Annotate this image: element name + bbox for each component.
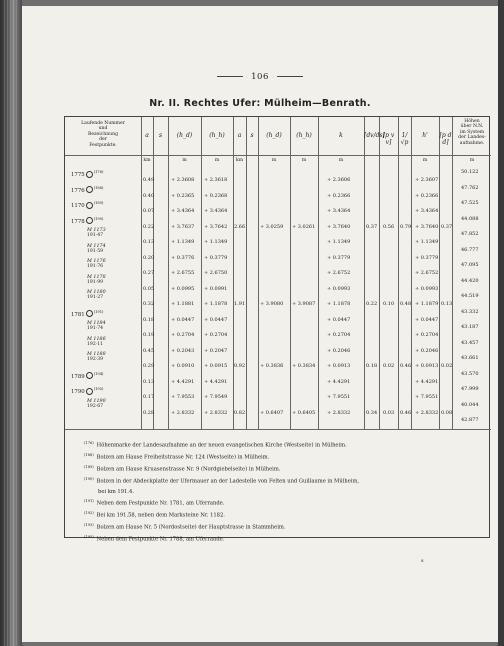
header-divider [65, 155, 491, 156]
cell-hh: + 3.4364 [204, 208, 228, 214]
cell-hh: + 2.6750 [204, 270, 228, 276]
point-label: M 1176 191·76 [87, 259, 106, 269]
group-pvv: 0.56 [383, 223, 395, 230]
cell-k: + 3.4364 [327, 208, 351, 214]
group-hd: + 0.3836 [260, 363, 284, 369]
footnote [84, 463, 484, 475]
point-label: 1776 · $^{(188)}$ [71, 185, 104, 194]
cell-hh: + 0.0915 [204, 363, 228, 369]
column-divider [258, 117, 259, 429]
column-divider [398, 117, 399, 429]
group-pdd: 0.13 [441, 301, 453, 307]
unit-h: m [422, 158, 428, 163]
group-pdd: 0.37 [441, 223, 453, 230]
cell-k: + 2.6752 [327, 270, 351, 276]
unit-last: m [469, 158, 475, 163]
column-divider [246, 117, 247, 429]
cell-hd: + 0.2365 [171, 192, 195, 199]
header-hd2: (h_d) [266, 132, 282, 139]
group-pvv: 0.10 [383, 301, 395, 307]
group-pdd: 0.08 [441, 409, 453, 416]
cell-a: 0.29 [143, 363, 155, 369]
cell-h: + 2.3607 [415, 177, 439, 183]
benchmark-circle-icon: · [86, 310, 93, 317]
group-dv: 0.37 [366, 223, 378, 230]
cell-a: 0.45 [143, 347, 155, 354]
cell-height: 43.457 [461, 339, 479, 346]
cell-a: 0.27 [143, 270, 155, 276]
footnote-number: (195) [84, 535, 94, 540]
cell-a: 0.40 [143, 192, 155, 199]
cell-hd: + 0.0910 [171, 363, 195, 369]
footnote [84, 475, 484, 487]
footnote-text: Bolzen in der Abdeckplatte der Ufermauer an der Ladestelle von Felten und Guillaume in Mülheim, [96, 479, 360, 486]
unit-hh2: m [301, 158, 307, 163]
group-pvv: 0.03 [383, 409, 395, 416]
header-hh2: (h_h) [296, 132, 312, 139]
cell-height: 47.852 [461, 231, 479, 237]
cell-hh: + 0.2047 [204, 347, 228, 354]
group-hh: + 0.3834 [292, 363, 316, 369]
page-edge-shadow [498, 0, 504, 646]
point-label: 1170 · $^{(189)}$ [71, 201, 104, 209]
header-s2: s [250, 132, 254, 139]
cell-hd: + 0.0995 [171, 285, 195, 292]
footnote-number: (190) [84, 477, 94, 482]
group-a: 2.66 [234, 223, 246, 230]
page-title: Nr. II. Rechtes Ufer: Mülheim—Benrath. [149, 98, 371, 109]
footnote-number: (188) [84, 453, 94, 458]
cell-hd: + 7.9553 [171, 394, 195, 400]
cell-hh: + 0.2368 [204, 192, 228, 199]
cell-hd: + 2.6755 [171, 270, 195, 276]
column-divider [233, 117, 234, 429]
header-hd: (h_d) [176, 132, 193, 139]
cell-h: + 1.1349 [415, 239, 439, 245]
cell-hh: + 0.0447 [204, 316, 228, 323]
footnote-text: Bei km 191.58, neben dem Marksteine Nr. 1182. [96, 512, 225, 519]
cell-a: 0.17 [143, 394, 155, 400]
cell-h: + 0.0447 [415, 316, 439, 323]
cell-hd: + 1.1881 [171, 301, 195, 307]
cell-height: 47.762 [461, 184, 479, 191]
point-label: M 1178 191·99 [87, 274, 106, 285]
footnote-text: bei km 191.4. [98, 488, 134, 495]
cell-hh: + 1.1878 [204, 301, 228, 307]
cell-h: + 0.0993 [415, 285, 439, 292]
cell-height: 47.095 [461, 262, 479, 268]
footnote-number: (191) [84, 498, 94, 503]
point-label: M 1173 191·47 [87, 228, 106, 238]
cell-h: + 2.6752 [415, 270, 439, 276]
column-divider [168, 117, 169, 429]
footnote-number: (189) [84, 465, 94, 470]
cell-hd: + 0.3776 [171, 254, 195, 261]
cell-hd: + 0.2704 [171, 332, 195, 338]
group-hd: + 3.9080 [260, 301, 284, 307]
cell-height: 43.570 [461, 370, 479, 377]
cell-k: + 2.3606 [327, 177, 351, 183]
cell-hh: + 4.4291 [204, 378, 228, 385]
group-iv: 0.48 [400, 301, 412, 307]
group-hd: + 0.6407 [260, 409, 284, 416]
book-spine [0, 0, 22, 646]
cell-height: 44.088 [461, 215, 479, 222]
cell-hh: + 0.3779 [204, 254, 228, 261]
group-a: 1.91 [234, 301, 246, 307]
cell-a: 0.19 [143, 332, 155, 338]
footnote [84, 533, 484, 545]
group-a: 0.92 [234, 363, 246, 369]
header-pdd: [p d d] [439, 132, 452, 146]
cell-k: + 1.1878 [327, 301, 351, 307]
header-h: h' [422, 132, 428, 139]
unit-hd: m [182, 158, 187, 163]
point-label: 1781 · $^{(191)}$ [71, 309, 104, 318]
header-hh: (h_h) [209, 132, 225, 139]
cell-a: 0.22 [143, 223, 155, 230]
column-divider [452, 117, 453, 429]
cell-a: 0.13 [143, 239, 155, 245]
cell-hh: + 3.7642 [204, 223, 228, 230]
footnote [84, 509, 484, 521]
footnote [84, 488, 484, 497]
cell-k: + 7.9551 [327, 394, 351, 400]
cell-a: 0.32 [143, 301, 155, 307]
group-dv: 0.34 [366, 409, 378, 416]
column-divider [439, 117, 440, 429]
cell-hd: + 1.1349 [171, 239, 195, 245]
cell-hh: + 7.9549 [204, 394, 228, 400]
cell-h: + 7.9551 [415, 394, 439, 400]
cell-h: + 0.2046 [415, 347, 439, 354]
footnote-text: Bolzen am Hause Nr. 5 (Nordostseite) der Hauptstrasse in Stammheim. [96, 524, 286, 531]
cell-height: 46.777 [461, 246, 479, 253]
footnote-text: Bolzen am Hause Kruasenstrasse Nr. 9 (Nordgiebelseite) in Mülheim. [96, 467, 281, 474]
cell-h: + 0.2366 [415, 192, 439, 199]
cell-hh: + 2.8332 [204, 409, 228, 416]
column-divider [411, 117, 412, 429]
cell-k: + 1.1349 [327, 239, 351, 245]
footnote-text: Bolzen am Hause Freiheitstrasse Nr. 124 (Westseite) in Mülheim. [96, 454, 270, 461]
unit-hd2: m [271, 158, 277, 163]
cell-a: 0.13 [143, 378, 155, 385]
footnote [84, 439, 484, 451]
benchmark-circle-icon: · [86, 217, 93, 224]
cell-k: + 3.7640 [327, 223, 351, 230]
cell-hh: + 0.2704 [204, 332, 228, 338]
unit-a: km [143, 158, 151, 163]
cell-height: 40.044 [461, 401, 479, 408]
cell-k: + 0.2366 [327, 192, 351, 199]
benchmark-circle-icon: · [86, 171, 93, 178]
header-height: Höhen über N.N. im System der Landes- aufnahme. [458, 119, 486, 146]
cell-a: 0.07 [143, 208, 155, 214]
benchmark-circle-icon: · [86, 372, 93, 379]
group-hh: + 0.6405 [292, 409, 316, 416]
group-a: 0.82 [234, 409, 246, 416]
cell-hh: + 2.3618 [204, 177, 228, 183]
cell-a: 0.28 [143, 409, 155, 416]
header-dv: [dv/ds] [364, 132, 385, 139]
column-divider [379, 117, 380, 429]
benchmark-circle-icon: · [86, 202, 93, 209]
cell-k: + 2.8332 [327, 409, 351, 416]
footnote-number: (176) [84, 441, 94, 445]
cell-k: + 0.2704 [327, 332, 351, 338]
cell-height: 44.519 [461, 293, 479, 299]
cell-k: + 4.4291 [327, 378, 351, 385]
benchmark-circle-icon: · [86, 186, 93, 193]
group-hd: + 3.0259 [260, 223, 284, 230]
cell-height: 47.525 [461, 200, 479, 206]
cell-h: + 2.8332 [415, 409, 439, 416]
group-pdd: 0.02 [441, 363, 453, 369]
point-label: 1789 · $^{(194)}$ [71, 371, 104, 380]
header-pvv: [p v v] [382, 132, 395, 146]
column-divider [201, 117, 202, 429]
cell-height: 50.122 [461, 169, 479, 175]
header-point-name: Laufende Nummer und Bezeichnung der Festpunkte. [81, 121, 125, 148]
point-label: 1790 · $^{(195)}$ [71, 387, 104, 395]
header-a: a [145, 132, 149, 139]
cell-a: 0.20 [143, 254, 155, 261]
cell-k: + 0.3779 [327, 254, 351, 261]
benchmark-circle-icon: · [86, 388, 93, 395]
group-iv: 0.46 [400, 363, 412, 369]
group-pvv: 0.02 [383, 363, 395, 369]
cell-h: + 3.4364 [415, 208, 439, 214]
cell-hh: + 1.1349 [204, 239, 228, 245]
unit-a2: km [235, 158, 244, 163]
unit-k: m [338, 158, 344, 163]
cell-hd: + 2.3608 [171, 177, 195, 183]
cell-h: + 0.2704 [415, 332, 439, 338]
group-hh: + 3.9087 [292, 301, 316, 307]
cell-h: + 3.7640 [415, 223, 439, 230]
cell-h: + 0.3779 [415, 254, 439, 261]
cell-hd: + 2.8332 [171, 409, 195, 416]
footnotes [84, 439, 484, 546]
cell-k: + 0.0447 [327, 316, 351, 323]
footnote-number: (192) [84, 511, 94, 516]
cell-hh: + 0.0991 [204, 285, 228, 292]
cell-hd: + 0.2043 [171, 347, 195, 354]
cell-hd: + 3.4364 [171, 208, 195, 214]
footnote-text: Neben dem Festpunkte Nr. 1781, am Uferrande. [96, 500, 225, 507]
cell-h: + 4.4291 [415, 378, 439, 385]
cell-k: + 0.0993 [327, 285, 351, 292]
cell-height: 43.187 [461, 324, 479, 330]
page-number: 106 [22, 72, 498, 82]
header-a2: a [237, 132, 242, 139]
group-iv: 0.79 [400, 223, 412, 230]
column-divider [290, 117, 291, 429]
cell-a: 0.05 [143, 285, 155, 292]
cell-height: 43.661 [461, 355, 479, 361]
column-divider [141, 117, 142, 429]
cell-k: + 0.0913 [327, 363, 351, 369]
group-iv: 0.46 [400, 409, 412, 416]
footnote [84, 521, 484, 533]
cell-hd: + 0.0447 [171, 316, 195, 323]
cell-h: + 1.1879 [415, 301, 439, 307]
footnote [84, 451, 484, 463]
point-label: M 1190 192·67 [87, 398, 106, 409]
cell-height: 44.420 [461, 277, 479, 284]
point-label: M 1188 192·39 [87, 352, 106, 362]
point-label: M 1186 192·11 [87, 336, 106, 347]
table-bottom-divider [65, 429, 491, 430]
group-dv: 0.22 [366, 301, 378, 307]
cell-hd: + 4.4291 [171, 378, 195, 385]
point-label: 1778 · $^{(190)}$ [71, 216, 104, 225]
point-label: 1775 · $^{(176)}$ [71, 170, 104, 178]
group-hh: + 3.0261 [292, 223, 316, 230]
point-label: M 1184 191·74 [87, 321, 106, 331]
cell-a: 0.18 [143, 316, 155, 323]
cell-h: + 0.0913 [415, 363, 439, 369]
cell-height: 42.877 [461, 417, 479, 423]
unit-hh: m [214, 158, 220, 163]
point-label: M 1174 191·59 [87, 243, 106, 254]
cell-height: 43.332 [461, 308, 479, 315]
column-divider [364, 117, 365, 429]
cell-k: + 0.2046 [327, 347, 351, 354]
cell-a: 0.49 [143, 177, 155, 183]
column-divider [318, 117, 319, 429]
point-label: M 1180 191·27 [87, 290, 106, 300]
cell-hd: + 3.7637 [171, 223, 195, 230]
spine-page-edges [4, 0, 18, 646]
corner-mark: s [421, 558, 424, 564]
cell-height: 47.999 [461, 386, 479, 392]
footnote-number: (193) [84, 523, 94, 528]
header-iv: 1/√p [400, 132, 409, 146]
page [22, 6, 498, 642]
header-k: k [339, 132, 343, 139]
footnote [84, 497, 484, 509]
footnote-text: Höhenmarke der Landesaufnahme an der neuen evangelischen Kirche (Westseite) in Mülheim. [96, 442, 347, 449]
footnote-text: Neben dem Festpunkte Nr. 1788, am Uferrande. [96, 537, 225, 544]
header-s: s [158, 132, 163, 139]
group-dv: 0.18 [366, 363, 378, 369]
